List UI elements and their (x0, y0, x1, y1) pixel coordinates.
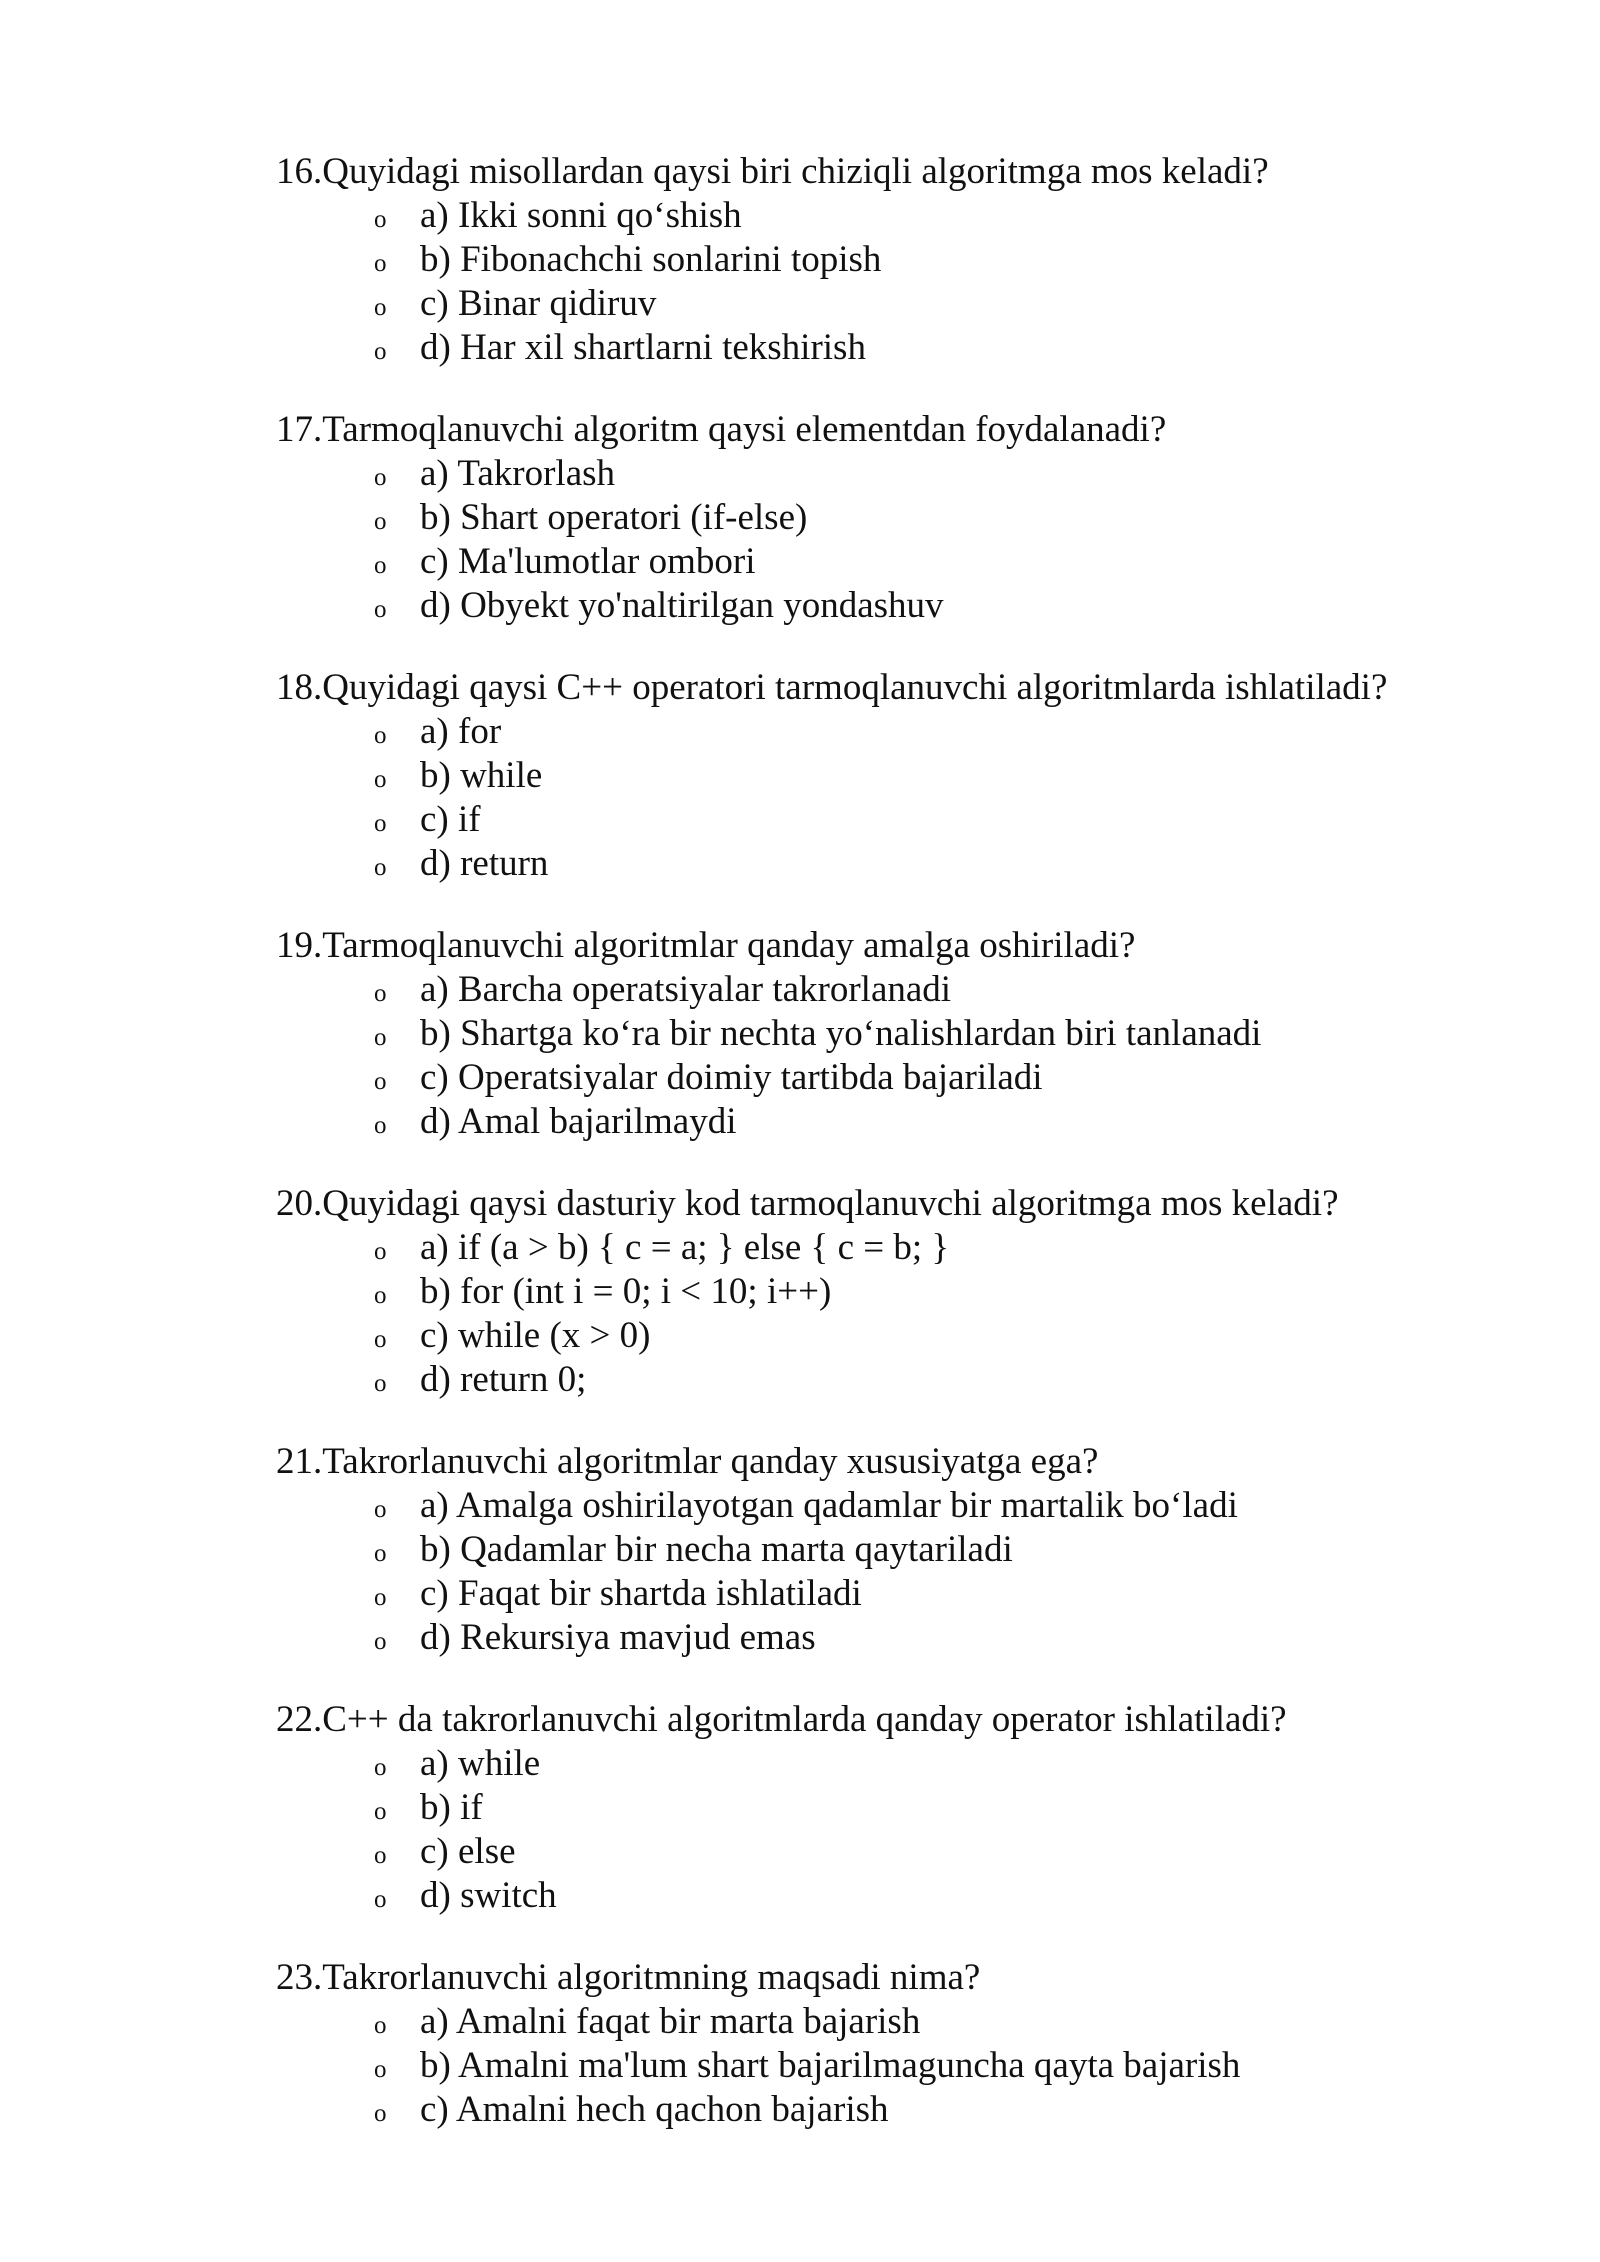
bullet-icon: o (374, 1886, 387, 1913)
option-item (276, 1572, 1476, 1616)
bullet-icon: o (374, 552, 387, 579)
option-text: c) Binar qidiruv (420, 283, 657, 324)
bullet-icon: o (374, 1282, 387, 1309)
question-number: 23. (276, 1957, 323, 1998)
option-item (276, 2044, 1476, 2088)
option-text: b) Shartga ko‘ra bir nechta yo‘nalishlardan biri tanlanadi (420, 1013, 1262, 1054)
option-item (276, 326, 1476, 370)
bullet-icon: o (374, 294, 387, 321)
option-text: d) Rekursiya mavjud emas (420, 1617, 816, 1658)
bullet-icon: o (374, 1370, 387, 1397)
bullet-icon: o (374, 810, 387, 837)
question-heading (276, 666, 1476, 710)
question-number: 21. (276, 1441, 323, 1482)
option-text: a) for (420, 711, 502, 752)
question-21 (276, 1440, 1476, 1660)
question-heading (276, 1956, 1476, 2000)
option-item (276, 1100, 1476, 1144)
question-22 (276, 1698, 1476, 1918)
option-item (276, 1226, 1476, 1270)
question-number: 20. (276, 1183, 323, 1224)
option-item (276, 842, 1476, 886)
option-list (276, 1742, 1476, 1918)
option-text: b) Shart operatori (if-else) (420, 497, 808, 538)
question-23 (276, 1956, 1476, 2132)
question-18 (276, 666, 1476, 886)
bullet-icon: o (374, 596, 387, 623)
question-text: Takrorlanuvchi algoritmlar qanday xususiyatga ega? (322, 1441, 1099, 1482)
option-list (276, 1226, 1476, 1402)
option-item (276, 710, 1476, 754)
option-list (276, 2000, 1476, 2132)
option-text: b) Fibonachchi sonlarini topish (420, 239, 882, 280)
option-text: c) Operatsiyalar doimiy tartibda bajariladi (420, 1057, 1043, 1098)
bullet-icon: o (374, 206, 387, 233)
option-text: b) Amalni ma'lum shart bajarilmaguncha qayta bajarish (420, 2045, 1241, 2086)
question-number: 17. (276, 409, 323, 450)
option-text: a) if (a > b) { c = a; } else { c = b; } (420, 1227, 950, 1268)
bullet-icon: o (374, 1496, 387, 1523)
option-text: d) return 0; (420, 1359, 587, 1400)
option-item (276, 1358, 1476, 1402)
option-item (276, 1270, 1476, 1314)
option-list (276, 968, 1476, 1144)
bullet-icon: o (374, 722, 387, 749)
option-text: c) Amalni hech qachon bajarish (420, 2089, 889, 2130)
bullet-icon: o (374, 338, 387, 365)
question-text: Quyidagi qaysi dasturiy kod tarmoqlanuvchi algoritmga mos keladi? (322, 1183, 1339, 1224)
question-heading (276, 1698, 1476, 1742)
option-item (276, 968, 1476, 1012)
option-text: a) Ikki sonni qo‘shish (420, 195, 742, 236)
question-17 (276, 408, 1476, 628)
option-item (276, 496, 1476, 540)
bullet-icon: o (374, 250, 387, 277)
option-text: c) else (420, 1831, 516, 1872)
option-text: b) while (420, 755, 543, 796)
question-text: C++ da takrorlanuvchi algoritmlarda qanday operator ishlatiladi? (322, 1699, 1287, 1740)
option-list (276, 194, 1476, 370)
option-text: d) Har xil shartlarni tekshirish (420, 327, 866, 368)
option-item (276, 1056, 1476, 1100)
option-item (276, 540, 1476, 584)
bullet-icon: o (374, 1238, 387, 1265)
option-item (276, 1528, 1476, 1572)
option-text: c) Ma'lumotlar ombori (420, 541, 756, 582)
question-text: Quyidagi qaysi C++ operatori tarmoqlanuvchi algoritmlarda ishlatiladi? (322, 667, 1388, 708)
bullet-icon: o (374, 1112, 387, 1139)
question-number: 18. (276, 667, 323, 708)
question-text: Tarmoqlanuvchi algoritm qaysi elementdan foydalanadi? (322, 409, 1167, 450)
option-text: c) if (420, 799, 481, 840)
question-heading (276, 408, 1476, 452)
question-list (276, 150, 1476, 2170)
option-item (276, 1314, 1476, 1358)
option-text: a) Amalni faqat bir marta bajarish (420, 2001, 921, 2042)
question-heading (276, 1440, 1476, 1484)
bullet-icon: o (374, 464, 387, 491)
option-item (276, 2000, 1476, 2044)
bullet-icon: o (374, 854, 387, 881)
question-text: Quyidagi misollardan qaysi biri chiziqli algoritmga mos keladi? (322, 151, 1269, 192)
option-item (276, 1786, 1476, 1830)
option-list (276, 452, 1476, 628)
question-text: Tarmoqlanuvchi algoritmlar qanday amalga oshiriladi? (322, 925, 1136, 966)
bullet-icon: o (374, 2012, 387, 2039)
bullet-icon: o (374, 508, 387, 535)
question-20 (276, 1182, 1476, 1402)
bullet-icon: o (374, 1540, 387, 1567)
option-text: d) Obyekt yo'naltirilgan yondashuv (420, 585, 944, 626)
question-16 (276, 150, 1476, 370)
bullet-icon: o (374, 1754, 387, 1781)
option-item (276, 282, 1476, 326)
bullet-icon: o (374, 980, 387, 1007)
question-number: 19. (276, 925, 323, 966)
bullet-icon: o (374, 1326, 387, 1353)
option-text: a) Amalga oshirilayotgan qadamlar bir martalik bo‘ladi (420, 1485, 1238, 1526)
option-item (276, 1616, 1476, 1660)
question-heading (276, 1182, 1476, 1226)
bullet-icon: o (374, 1024, 387, 1051)
option-text: d) return (420, 843, 549, 884)
option-text: a) Takrorlash (420, 453, 616, 494)
option-item (276, 452, 1476, 496)
bullet-icon: o (374, 2100, 387, 2127)
option-text: d) Amal bajarilmaydi (420, 1101, 737, 1142)
option-item (276, 1830, 1476, 1874)
option-text: c) while (x > 0) (420, 1315, 651, 1356)
bullet-icon: o (374, 1628, 387, 1655)
option-text: b) Qadamlar bir necha marta qaytariladi (420, 1529, 1013, 1570)
option-text: a) Barcha operatsiyalar takrorlanadi (420, 969, 952, 1010)
bullet-icon: o (374, 1068, 387, 1095)
option-item (276, 194, 1476, 238)
option-item (276, 1874, 1476, 1918)
option-item (276, 584, 1476, 628)
option-item (276, 238, 1476, 282)
option-list (276, 710, 1476, 886)
question-19 (276, 924, 1476, 1144)
bullet-icon: o (374, 2056, 387, 2083)
question-text: Takrorlanuvchi algoritmning maqsadi nima? (322, 1957, 981, 1998)
option-item (276, 1484, 1476, 1528)
option-text: c) Faqat bir shartda ishlatiladi (420, 1573, 862, 1614)
option-item (276, 1742, 1476, 1786)
option-item (276, 754, 1476, 798)
question-heading (276, 924, 1476, 968)
bullet-icon: o (374, 1584, 387, 1611)
question-number: 22. (276, 1699, 323, 1740)
question-heading (276, 150, 1476, 194)
option-item (276, 798, 1476, 842)
option-text: b) for (int i = 0; i < 10; i++) (420, 1271, 832, 1312)
option-text: a) while (420, 1743, 541, 1784)
option-item (276, 1012, 1476, 1056)
bullet-icon: o (374, 1842, 387, 1869)
option-text: b) if (420, 1787, 483, 1828)
bullet-icon: o (374, 766, 387, 793)
bullet-icon: o (374, 1798, 387, 1825)
option-list (276, 1484, 1476, 1660)
option-item (276, 2088, 1476, 2132)
question-number: 16. (276, 151, 323, 192)
option-text: d) switch (420, 1875, 557, 1916)
